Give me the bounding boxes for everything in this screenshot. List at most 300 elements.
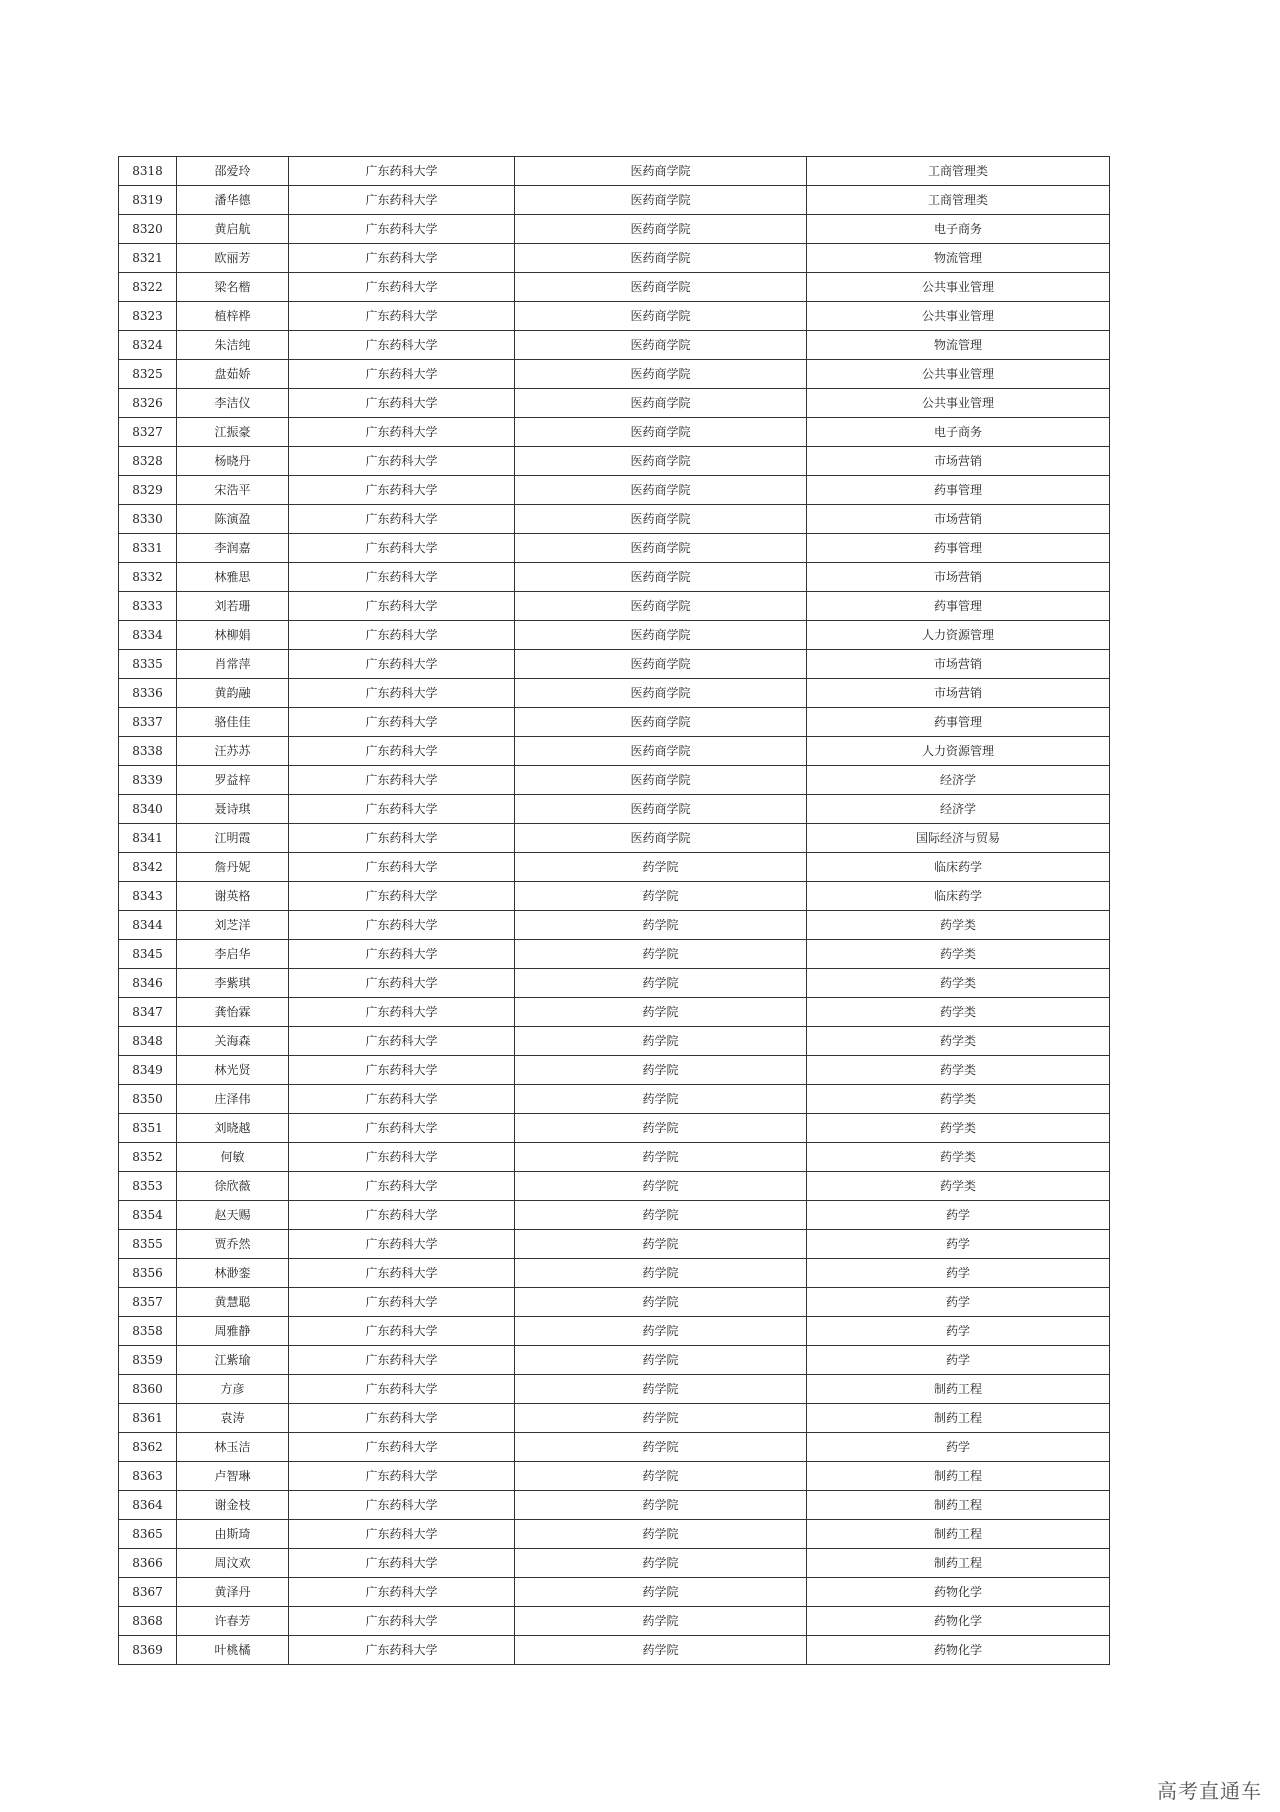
- cell-major: 市场营销: [807, 505, 1110, 534]
- table-row: [119, 1172, 1110, 1201]
- cell-name: 黄泽丹: [177, 1578, 289, 1607]
- cell-major: 药学类: [807, 1114, 1110, 1143]
- table-row: [119, 1636, 1110, 1665]
- cell-major: 制药工程: [807, 1549, 1110, 1578]
- cell-name: 聂诗琪: [177, 795, 289, 824]
- cell-school: 广东药科大学: [289, 157, 515, 186]
- cell-major: 药物化学: [807, 1578, 1110, 1607]
- cell-school: 广东药科大学: [289, 1259, 515, 1288]
- cell-major: 药物化学: [807, 1607, 1110, 1636]
- cell-name: 刘芝洋: [177, 911, 289, 940]
- cell-major: 电子商务: [807, 418, 1110, 447]
- cell-college: 药学院: [515, 1172, 807, 1201]
- cell-name: 叶桃橘: [177, 1636, 289, 1665]
- cell-school: 广东药科大学: [289, 476, 515, 505]
- cell-school: 广东药科大学: [289, 1143, 515, 1172]
- cell-major: 制药工程: [807, 1462, 1110, 1491]
- cell-major: 公共事业管理: [807, 389, 1110, 418]
- cell-name: 邵爱玲: [177, 157, 289, 186]
- cell-number: 8367: [119, 1578, 177, 1607]
- cell-major: 制药工程: [807, 1404, 1110, 1433]
- cell-number: 8345: [119, 940, 177, 969]
- cell-number: 8360: [119, 1375, 177, 1404]
- table-row: [119, 563, 1110, 592]
- cell-college: 药学院: [515, 911, 807, 940]
- cell-name: 詹丹妮: [177, 853, 289, 882]
- cell-number: 8361: [119, 1404, 177, 1433]
- cell-number: 8325: [119, 360, 177, 389]
- cell-college: 医药商学院: [515, 215, 807, 244]
- cell-school: 广东药科大学: [289, 534, 515, 563]
- table-row: [119, 476, 1110, 505]
- cell-school: 广东药科大学: [289, 795, 515, 824]
- table-body: [119, 157, 1110, 1665]
- cell-school: 广东药科大学: [289, 186, 515, 215]
- cell-major: 药学: [807, 1288, 1110, 1317]
- table-row: [119, 708, 1110, 737]
- table-row: [119, 621, 1110, 650]
- cell-college: 医药商学院: [515, 679, 807, 708]
- cell-school: 广东药科大学: [289, 505, 515, 534]
- table-row: [119, 1201, 1110, 1230]
- cell-name: 周雅静: [177, 1317, 289, 1346]
- cell-school: 广东药科大学: [289, 940, 515, 969]
- cell-name: 林雅思: [177, 563, 289, 592]
- table-row: [119, 418, 1110, 447]
- table-row: [119, 853, 1110, 882]
- cell-college: 医药商学院: [515, 418, 807, 447]
- cell-school: 广东药科大学: [289, 1607, 515, 1636]
- cell-name: 林玉洁: [177, 1433, 289, 1462]
- cell-college: 药学院: [515, 1520, 807, 1549]
- cell-name: 李洁仪: [177, 389, 289, 418]
- cell-college: 药学院: [515, 998, 807, 1027]
- table-row: [119, 1114, 1110, 1143]
- cell-name: 谢英格: [177, 882, 289, 911]
- cell-number: 8340: [119, 795, 177, 824]
- cell-school: 广东药科大学: [289, 824, 515, 853]
- cell-college: 医药商学院: [515, 621, 807, 650]
- cell-number: 8362: [119, 1433, 177, 1462]
- cell-major: 制药工程: [807, 1520, 1110, 1549]
- table-row: [119, 1607, 1110, 1636]
- cell-name: 江紫瑜: [177, 1346, 289, 1375]
- cell-school: 广东药科大学: [289, 1491, 515, 1520]
- cell-college: 医药商学院: [515, 157, 807, 186]
- cell-college: 医药商学院: [515, 302, 807, 331]
- table-row: [119, 389, 1110, 418]
- cell-college: 医药商学院: [515, 447, 807, 476]
- cell-school: 广东药科大学: [289, 447, 515, 476]
- cell-major: 药学类: [807, 1143, 1110, 1172]
- cell-name: 李紫琪: [177, 969, 289, 998]
- cell-number: 8319: [119, 186, 177, 215]
- cell-name: 盘茹娇: [177, 360, 289, 389]
- table-row: [119, 737, 1110, 766]
- table-row: [119, 1491, 1110, 1520]
- cell-college: 药学院: [515, 1288, 807, 1317]
- cell-college: 医药商学院: [515, 505, 807, 534]
- cell-name: 龚怡霖: [177, 998, 289, 1027]
- cell-major: 药学: [807, 1346, 1110, 1375]
- cell-number: 8368: [119, 1607, 177, 1636]
- cell-major: 公共事业管理: [807, 302, 1110, 331]
- cell-number: 8342: [119, 853, 177, 882]
- cell-college: 医药商学院: [515, 795, 807, 824]
- watermark-text: 高考直通车: [1157, 1779, 1262, 1803]
- cell-name: 林渺銮: [177, 1259, 289, 1288]
- table-row: [119, 1085, 1110, 1114]
- table-row: [119, 1346, 1110, 1375]
- cell-name: 由斯琦: [177, 1520, 289, 1549]
- cell-number: 8354: [119, 1201, 177, 1230]
- cell-number: 8337: [119, 708, 177, 737]
- cell-number: 8341: [119, 824, 177, 853]
- cell-number: 8365: [119, 1520, 177, 1549]
- cell-school: 广东药科大学: [289, 1317, 515, 1346]
- cell-college: 医药商学院: [515, 244, 807, 273]
- cell-college: 药学院: [515, 1607, 807, 1636]
- cell-number: 8366: [119, 1549, 177, 1578]
- cell-major: 公共事业管理: [807, 273, 1110, 302]
- cell-school: 广东药科大学: [289, 969, 515, 998]
- cell-major: 药物化学: [807, 1636, 1110, 1665]
- cell-number: 8359: [119, 1346, 177, 1375]
- cell-school: 广东药科大学: [289, 1288, 515, 1317]
- cell-college: 药学院: [515, 1114, 807, 1143]
- cell-number: 8321: [119, 244, 177, 273]
- cell-number: 8328: [119, 447, 177, 476]
- cell-name: 袁涛: [177, 1404, 289, 1433]
- cell-college: 药学院: [515, 1636, 807, 1665]
- cell-college: 药学院: [515, 1346, 807, 1375]
- cell-major: 药学类: [807, 969, 1110, 998]
- cell-school: 广东药科大学: [289, 1346, 515, 1375]
- table-row: [119, 1027, 1110, 1056]
- table-row: [119, 1375, 1110, 1404]
- cell-number: 8333: [119, 592, 177, 621]
- table-row: [119, 302, 1110, 331]
- cell-name: 潘华德: [177, 186, 289, 215]
- table-row: [119, 1549, 1110, 1578]
- cell-major: 药学: [807, 1230, 1110, 1259]
- cell-name: 肖常萍: [177, 650, 289, 679]
- table-row: [119, 1578, 1110, 1607]
- cell-major: 工商管理类: [807, 157, 1110, 186]
- cell-major: 药学: [807, 1433, 1110, 1462]
- table-row: [119, 331, 1110, 360]
- cell-school: 广东药科大学: [289, 1201, 515, 1230]
- table-row: [119, 273, 1110, 302]
- cell-name: 罗益梓: [177, 766, 289, 795]
- cell-college: 药学院: [515, 882, 807, 911]
- cell-name: 梁名楷: [177, 273, 289, 302]
- cell-name: 何敏: [177, 1143, 289, 1172]
- cell-name: 谢金枝: [177, 1491, 289, 1520]
- table-row: [119, 998, 1110, 1027]
- table-row: [119, 1143, 1110, 1172]
- cell-number: 8352: [119, 1143, 177, 1172]
- cell-school: 广东药科大学: [289, 1404, 515, 1433]
- cell-major: 人力资源管理: [807, 621, 1110, 650]
- cell-major: 临床药学: [807, 853, 1110, 882]
- cell-major: 药学类: [807, 1172, 1110, 1201]
- cell-number: 8322: [119, 273, 177, 302]
- cell-major: 经济学: [807, 795, 1110, 824]
- cell-name: 赵天赐: [177, 1201, 289, 1230]
- cell-college: 医药商学院: [515, 186, 807, 215]
- cell-number: 8331: [119, 534, 177, 563]
- cell-school: 广东药科大学: [289, 1578, 515, 1607]
- cell-school: 广东药科大学: [289, 650, 515, 679]
- cell-name: 许春芳: [177, 1607, 289, 1636]
- cell-name: 植梓桦: [177, 302, 289, 331]
- cell-school: 广东药科大学: [289, 737, 515, 766]
- cell-college: 药学院: [515, 1462, 807, 1491]
- cell-number: 8326: [119, 389, 177, 418]
- cell-school: 广东药科大学: [289, 1636, 515, 1665]
- cell-school: 广东药科大学: [289, 1549, 515, 1578]
- table-row: [119, 1230, 1110, 1259]
- table-row: [119, 1259, 1110, 1288]
- cell-school: 广东药科大学: [289, 1520, 515, 1549]
- cell-number: 8320: [119, 215, 177, 244]
- table-row: [119, 1317, 1110, 1346]
- cell-name: 方彦: [177, 1375, 289, 1404]
- table-row: [119, 1462, 1110, 1491]
- cell-college: 医药商学院: [515, 534, 807, 563]
- cell-number: 8355: [119, 1230, 177, 1259]
- cell-name: 骆佳佳: [177, 708, 289, 737]
- cell-number: 8330: [119, 505, 177, 534]
- cell-school: 广东药科大学: [289, 331, 515, 360]
- cell-number: 8344: [119, 911, 177, 940]
- table-row: [119, 650, 1110, 679]
- cell-college: 医药商学院: [515, 331, 807, 360]
- table-row: [119, 766, 1110, 795]
- cell-number: 8329: [119, 476, 177, 505]
- cell-major: 工商管理类: [807, 186, 1110, 215]
- cell-number: 8357: [119, 1288, 177, 1317]
- cell-college: 药学院: [515, 1259, 807, 1288]
- cell-school: 广东药科大学: [289, 1375, 515, 1404]
- cell-number: 8323: [119, 302, 177, 331]
- cell-major: 药事管理: [807, 592, 1110, 621]
- cell-number: 8343: [119, 882, 177, 911]
- cell-number: 8339: [119, 766, 177, 795]
- cell-college: 药学院: [515, 1433, 807, 1462]
- cell-school: 广东药科大学: [289, 563, 515, 592]
- cell-name: 黄启航: [177, 215, 289, 244]
- table-row: [119, 534, 1110, 563]
- cell-school: 广东药科大学: [289, 679, 515, 708]
- cell-school: 广东药科大学: [289, 1433, 515, 1462]
- cell-school: 广东药科大学: [289, 302, 515, 331]
- cell-school: 广东药科大学: [289, 911, 515, 940]
- cell-major: 药学类: [807, 1085, 1110, 1114]
- cell-major: 市场营销: [807, 679, 1110, 708]
- cell-name: 江明霞: [177, 824, 289, 853]
- cell-college: 药学院: [515, 1491, 807, 1520]
- cell-school: 广东药科大学: [289, 389, 515, 418]
- cell-college: 医药商学院: [515, 389, 807, 418]
- cell-major: 物流管理: [807, 331, 1110, 360]
- cell-major: 制药工程: [807, 1375, 1110, 1404]
- cell-name: 周汶欢: [177, 1549, 289, 1578]
- cell-school: 广东药科大学: [289, 853, 515, 882]
- cell-name: 陈演盈: [177, 505, 289, 534]
- cell-name: 贾乔然: [177, 1230, 289, 1259]
- cell-number: 8335: [119, 650, 177, 679]
- cell-major: 药事管理: [807, 476, 1110, 505]
- table-row: [119, 679, 1110, 708]
- table-row: [119, 360, 1110, 389]
- cell-school: 广东药科大学: [289, 273, 515, 302]
- cell-school: 广东药科大学: [289, 1172, 515, 1201]
- cell-school: 广东药科大学: [289, 1027, 515, 1056]
- cell-college: 药学院: [515, 940, 807, 969]
- cell-college: 药学院: [515, 1085, 807, 1114]
- cell-college: 医药商学院: [515, 824, 807, 853]
- cell-college: 药学院: [515, 969, 807, 998]
- table-row: [119, 882, 1110, 911]
- cell-school: 广东药科大学: [289, 1230, 515, 1259]
- cell-number: 8369: [119, 1636, 177, 1665]
- cell-major: 市场营销: [807, 650, 1110, 679]
- cell-number: 8358: [119, 1317, 177, 1346]
- table-row: [119, 592, 1110, 621]
- cell-name: 杨晓丹: [177, 447, 289, 476]
- cell-school: 广东药科大学: [289, 592, 515, 621]
- cell-school: 广东药科大学: [289, 418, 515, 447]
- cell-number: 8324: [119, 331, 177, 360]
- cell-number: 8353: [119, 1172, 177, 1201]
- cell-number: 8338: [119, 737, 177, 766]
- cell-number: 8332: [119, 563, 177, 592]
- cell-school: 广东药科大学: [289, 766, 515, 795]
- cell-name: 徐欣薇: [177, 1172, 289, 1201]
- cell-major: 药学: [807, 1201, 1110, 1230]
- table-row: [119, 186, 1110, 215]
- cell-college: 药学院: [515, 1056, 807, 1085]
- cell-college: 医药商学院: [515, 563, 807, 592]
- table-row: [119, 157, 1110, 186]
- cell-major: 药事管理: [807, 708, 1110, 737]
- cell-college: 药学院: [515, 1549, 807, 1578]
- table-row: [119, 1404, 1110, 1433]
- cell-school: 广东药科大学: [289, 998, 515, 1027]
- cell-school: 广东药科大学: [289, 244, 515, 273]
- cell-college: 药学院: [515, 1375, 807, 1404]
- cell-college: 医药商学院: [515, 360, 807, 389]
- cell-school: 广东药科大学: [289, 1114, 515, 1143]
- cell-name: 林柳娟: [177, 621, 289, 650]
- cell-college: 医药商学院: [515, 766, 807, 795]
- cell-college: 医药商学院: [515, 737, 807, 766]
- cell-major: 药学类: [807, 911, 1110, 940]
- cell-school: 广东药科大学: [289, 621, 515, 650]
- cell-name: 黄慧聪: [177, 1288, 289, 1317]
- cell-college: 医药商学院: [515, 650, 807, 679]
- cell-number: 8356: [119, 1259, 177, 1288]
- cell-name: 庄泽伟: [177, 1085, 289, 1114]
- cell-college: 药学院: [515, 1404, 807, 1433]
- cell-school: 广东药科大学: [289, 708, 515, 737]
- cell-major: 药学类: [807, 1056, 1110, 1085]
- cell-college: 医药商学院: [515, 273, 807, 302]
- cell-name: 林光贤: [177, 1056, 289, 1085]
- cell-college: 药学院: [515, 1201, 807, 1230]
- cell-name: 欧丽芳: [177, 244, 289, 273]
- cell-number: 8363: [119, 1462, 177, 1491]
- cell-major: 临床药学: [807, 882, 1110, 911]
- table-row: [119, 795, 1110, 824]
- cell-school: 广东药科大学: [289, 1462, 515, 1491]
- table-row: [119, 1520, 1110, 1549]
- cell-major: 经济学: [807, 766, 1110, 795]
- cell-name: 汪苏苏: [177, 737, 289, 766]
- cell-number: 8346: [119, 969, 177, 998]
- cell-number: 8318: [119, 157, 177, 186]
- admission-table: [118, 156, 1110, 1665]
- cell-number: 8348: [119, 1027, 177, 1056]
- cell-name: 李润嘉: [177, 534, 289, 563]
- cell-number: 8336: [119, 679, 177, 708]
- cell-major: 药学: [807, 1317, 1110, 1346]
- cell-major: 人力资源管理: [807, 737, 1110, 766]
- cell-major: 药学类: [807, 940, 1110, 969]
- cell-name: 黄韵融: [177, 679, 289, 708]
- table-row: [119, 969, 1110, 998]
- cell-major: 药学类: [807, 998, 1110, 1027]
- cell-name: 宋浩平: [177, 476, 289, 505]
- cell-college: 药学院: [515, 1027, 807, 1056]
- cell-number: 8327: [119, 418, 177, 447]
- cell-major: 药学类: [807, 1027, 1110, 1056]
- cell-college: 药学院: [515, 1578, 807, 1607]
- cell-major: 制药工程: [807, 1491, 1110, 1520]
- cell-college: 药学院: [515, 1143, 807, 1172]
- cell-name: 关海森: [177, 1027, 289, 1056]
- table-row: [119, 940, 1110, 969]
- table-row: [119, 1433, 1110, 1462]
- cell-college: 医药商学院: [515, 708, 807, 737]
- table-row: [119, 1288, 1110, 1317]
- cell-college: 医药商学院: [515, 476, 807, 505]
- cell-number: 8350: [119, 1085, 177, 1114]
- cell-major: 物流管理: [807, 244, 1110, 273]
- cell-number: 8351: [119, 1114, 177, 1143]
- table-row: [119, 505, 1110, 534]
- cell-major: 国际经济与贸易: [807, 824, 1110, 853]
- cell-major: 市场营销: [807, 563, 1110, 592]
- cell-name: 朱洁纯: [177, 331, 289, 360]
- cell-school: 广东药科大学: [289, 1085, 515, 1114]
- table-row: [119, 244, 1110, 273]
- cell-school: 广东药科大学: [289, 882, 515, 911]
- cell-name: 李启华: [177, 940, 289, 969]
- table-row: [119, 824, 1110, 853]
- cell-college: 药学院: [515, 1317, 807, 1346]
- table-row: [119, 447, 1110, 476]
- cell-name: 江振豪: [177, 418, 289, 447]
- cell-school: 广东药科大学: [289, 215, 515, 244]
- cell-major: 市场营销: [807, 447, 1110, 476]
- cell-major: 药学: [807, 1259, 1110, 1288]
- cell-number: 8347: [119, 998, 177, 1027]
- cell-major: 电子商务: [807, 215, 1110, 244]
- cell-name: 刘晓越: [177, 1114, 289, 1143]
